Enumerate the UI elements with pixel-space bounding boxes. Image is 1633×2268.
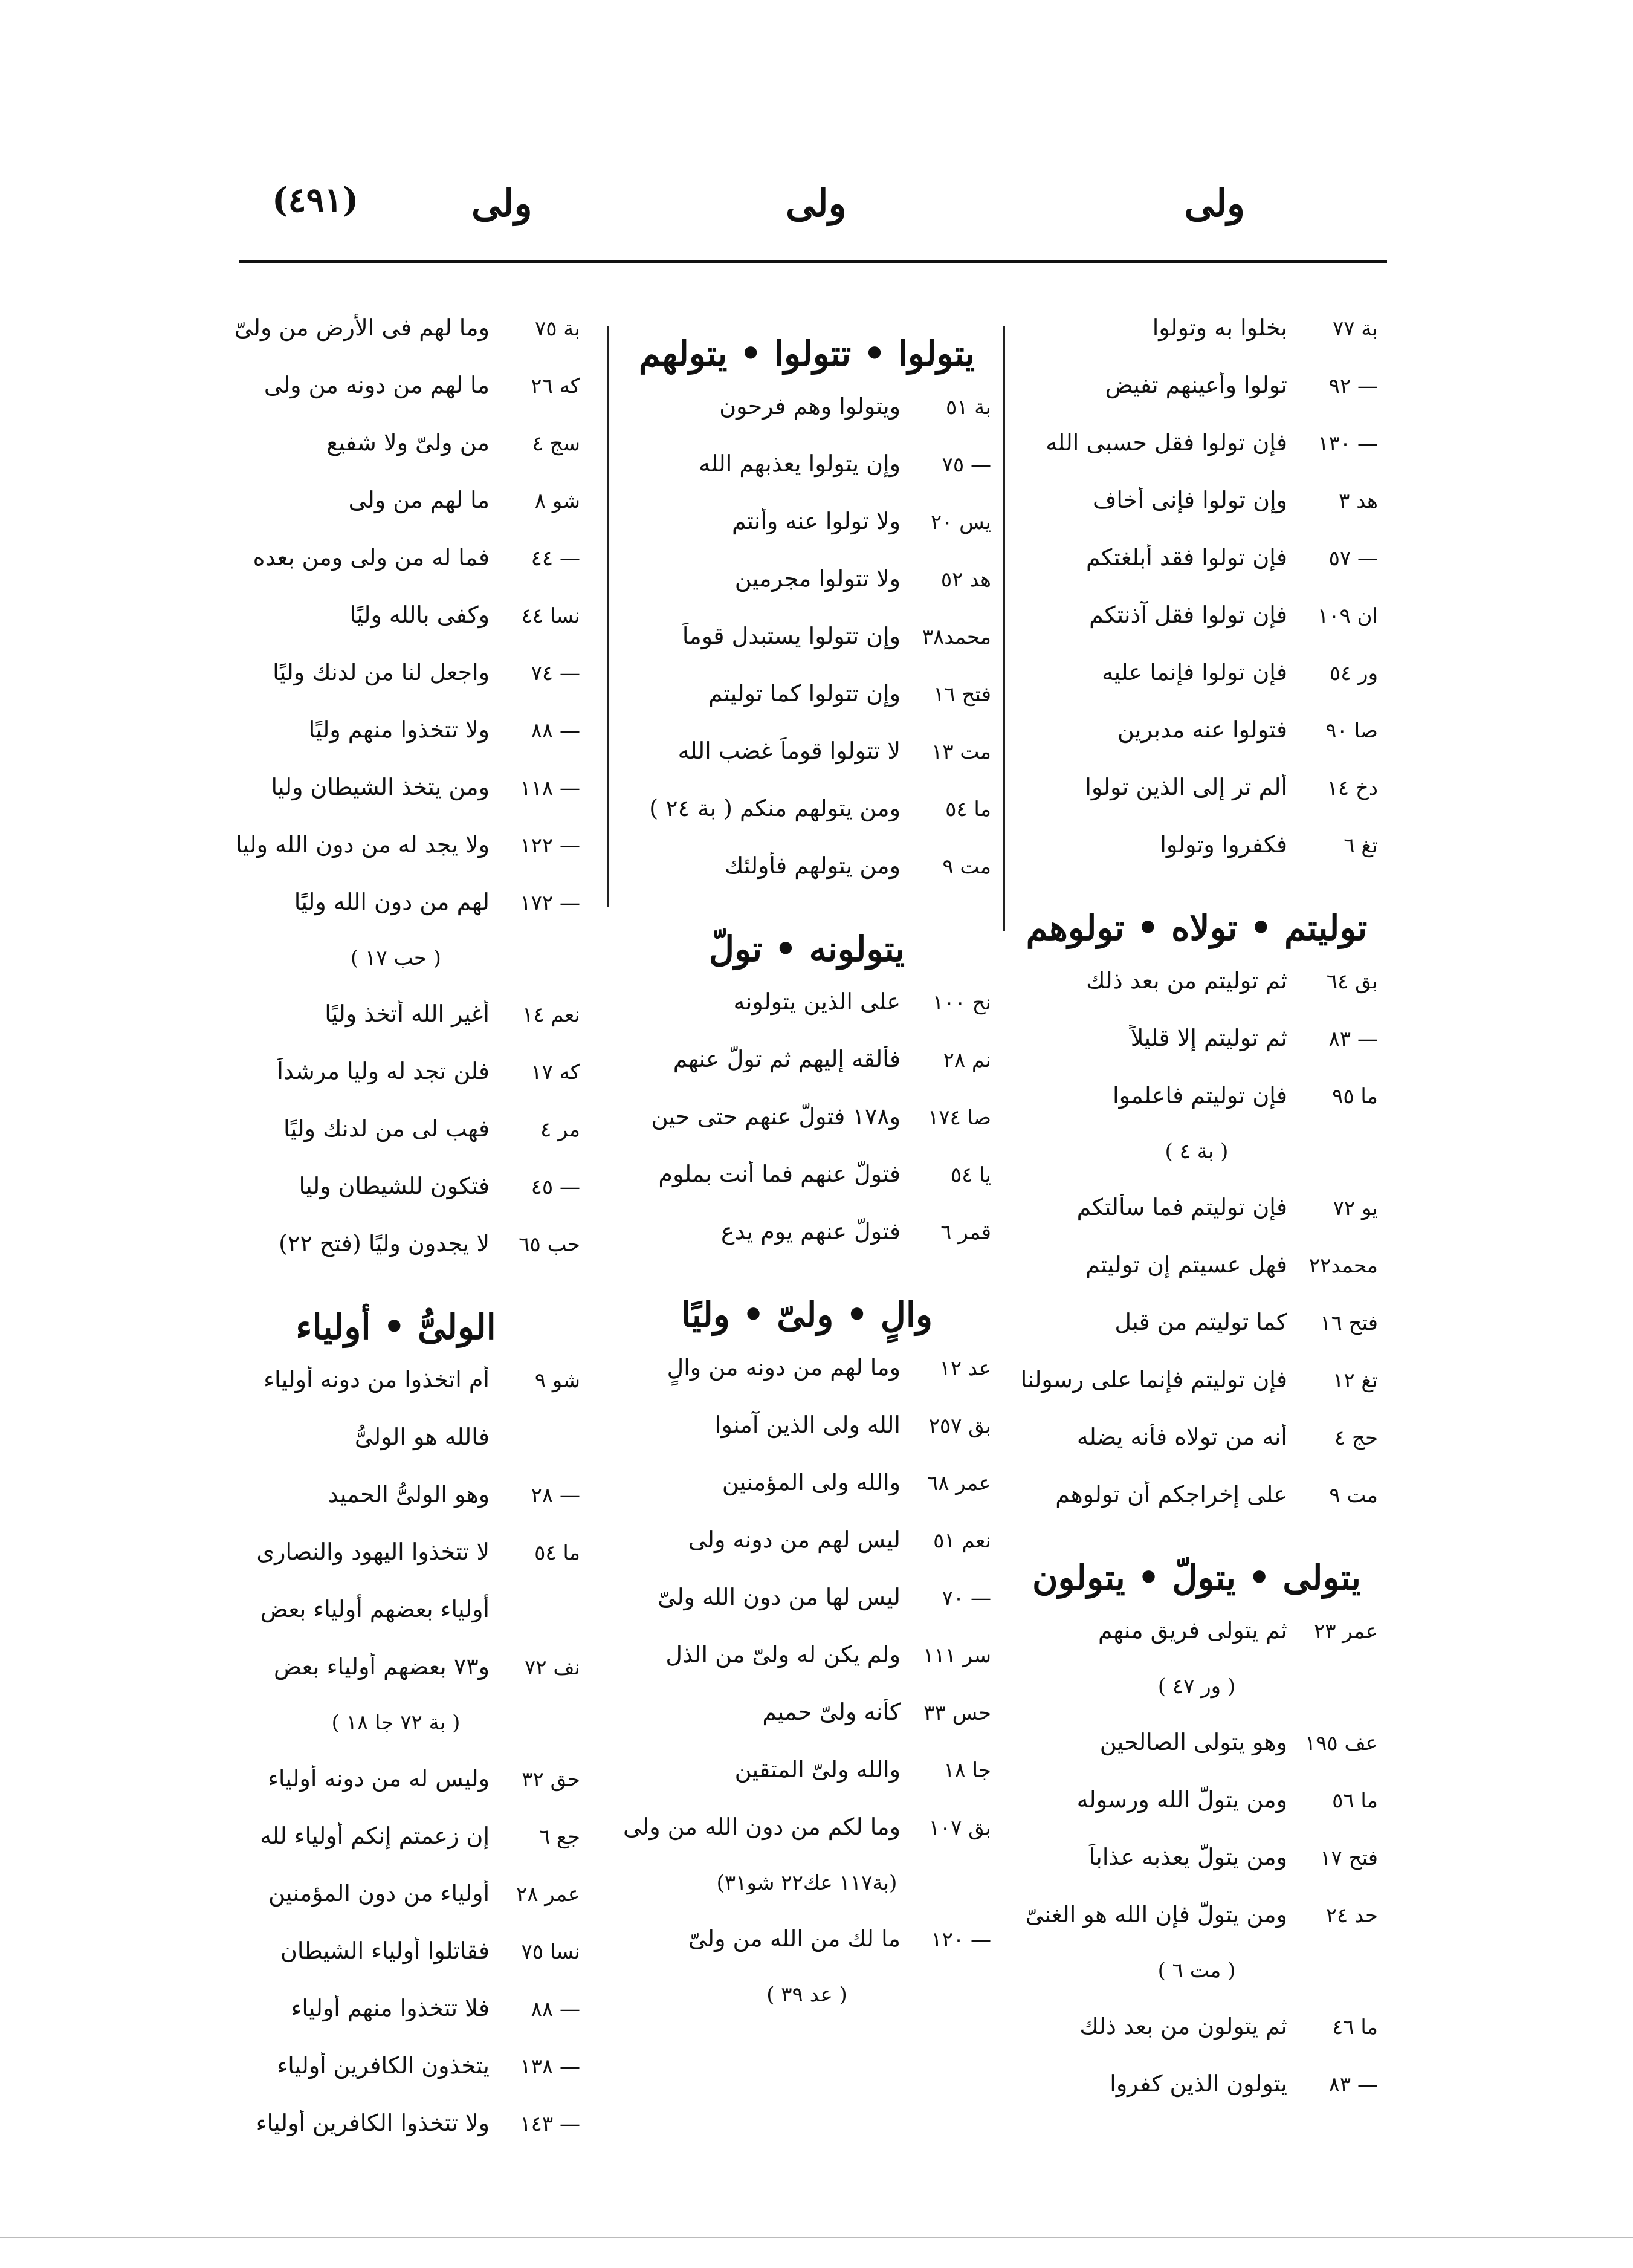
index-entry — [1015, 1025, 1378, 1082]
index-entry — [622, 393, 991, 450]
index-entry — [212, 1880, 580, 1937]
column-left — [212, 314, 580, 2167]
entry-text: والله ولى المؤمنين — [722, 1469, 901, 1495]
entry-reference: ان ١٠٩ — [1317, 604, 1378, 628]
entry-reference: — ٢٨ — [531, 1483, 580, 1508]
section-heading: يتولى • يتولّ • يتولون — [1032, 1557, 1362, 1598]
index-entry — [212, 1000, 580, 1058]
index-entry — [1015, 831, 1378, 889]
index-entry — [1015, 1481, 1378, 1538]
index-entry — [212, 1366, 580, 1424]
entry-reference: مت ١٣ — [931, 740, 991, 764]
entry-text: فإن توليتم فإنما على رسولنا — [1020, 1366, 1287, 1393]
entry-text: ويتولوا وهم فرحون — [719, 393, 901, 420]
entry-reference: بق ١٠٧ — [928, 1816, 991, 1840]
entry-reference: — ٨٨ — [531, 719, 580, 743]
entry-reference: نف ٧٢ — [525, 1656, 580, 1680]
entry-text: فتولوا عنه مدبرين — [1117, 716, 1287, 743]
entry-text: ومن يتولّ الله ورسوله — [1076, 1786, 1287, 1813]
entry-reference: نم ٢٨ — [943, 1048, 991, 1072]
entry-reference: هد ٣ — [1339, 489, 1378, 513]
index-entry — [622, 450, 991, 508]
cross-reference-note: ( عد ٣٩ ) — [766, 1983, 847, 2007]
entry-text: فهب لى من لدنك وليًا — [283, 1115, 490, 1142]
entry-reference: مت ٩ — [942, 855, 991, 879]
entry-reference: سج ٤ — [532, 432, 580, 456]
entry-text: وليس له من دونه أولياء — [267, 1765, 490, 1792]
index-entry — [212, 831, 580, 889]
column-divider-right — [1003, 326, 1005, 931]
header-word-right: ولى — [1184, 181, 1245, 225]
entry-reference: — ٨٣ — [1328, 1027, 1378, 1051]
index-entry — [1015, 372, 1378, 429]
entry-reference: — ١٧٢ — [520, 891, 580, 915]
entry-text: ومن يتخذ الشيطان وليا — [271, 774, 490, 800]
entry-text: فكفروا وتولوا — [1160, 831, 1287, 858]
entry-text: ومن يتولهم فأولئك — [724, 852, 901, 879]
entry-reference: محمد٢٢ — [1308, 1254, 1378, 1278]
entry-reference: بة ٥١ — [945, 395, 991, 420]
entry-reference: — ١٣٠ — [1318, 432, 1378, 456]
entry-text: وهو الولىُّ الحميد — [328, 1481, 490, 1508]
entry-reference: كه ٢٦ — [531, 374, 580, 398]
entry-text: لا تتولوا قوماً غضب الله — [677, 737, 901, 764]
index-entry — [212, 1765, 580, 1822]
entry-text: ثم يتولون من بعد ذلك — [1079, 2013, 1287, 2040]
entry-text: ألم تر إلى الذين تولوا — [1085, 774, 1287, 800]
scan-edge — [0, 2237, 1633, 2238]
index-entry — [212, 774, 580, 831]
column-middle — [622, 314, 991, 2037]
entry-reference: نح ١٠٠ — [932, 991, 991, 1015]
entry-reference: مر ٤ — [540, 1118, 580, 1142]
index-entry — [212, 1058, 580, 1115]
section-heading: الولىُّ • أولياء — [296, 1306, 496, 1347]
entry-reference: مت ٩ — [1329, 1483, 1378, 1508]
entry-text: بخلوا به وتولوا — [1152, 314, 1287, 341]
entry-reference: — ٧٠ — [942, 1586, 991, 1610]
page-number: (٤٩١) — [272, 180, 359, 220]
entry-reference: بق ٦٤ — [1326, 970, 1378, 994]
section-heading: يتولونه • تولّ — [708, 928, 905, 970]
entry-text: ولا تتخذوا الكافرين أولياء — [256, 2110, 490, 2136]
entry-text: وهو يتولى الصالحين — [1099, 1729, 1287, 1755]
entry-text: ومن يتولّ يعذبه عذاباً — [1088, 1844, 1287, 1870]
entry-reference: فتح ١٧ — [1320, 1846, 1378, 1870]
entry-text: وما لهم فى الأرض من ولىّ — [234, 314, 490, 341]
entry-reference: جع ٦ — [538, 1825, 580, 1849]
index-entry — [622, 508, 991, 565]
entry-text: يتولون الذين كفروا — [1110, 2070, 1287, 2097]
entry-reference: فتح ١٦ — [1320, 1311, 1378, 1335]
index-entry — [622, 737, 991, 795]
cross-reference-note: ( بة ٧٢ جا ١٨ ) — [331, 1711, 461, 1735]
entry-reference: بق ٢٥٧ — [928, 1414, 991, 1438]
entry-reference: — ٧٥ — [942, 453, 991, 477]
entry-text: فإن تولوا فقل آذنتكم — [1089, 601, 1287, 628]
entry-text: و٧٣ بعضهم أولياء بعض — [274, 1653, 490, 1680]
entry-reference: ما ٥٦ — [1332, 1789, 1378, 1813]
entry-text: لهم من دون الله وليًا — [294, 889, 490, 915]
entry-reference: ما ٥٤ — [945, 797, 991, 821]
index-entry — [212, 429, 580, 487]
index-entry — [622, 1526, 991, 1584]
index-entry — [1015, 716, 1378, 774]
entry-text: على الذين يتولونه — [733, 988, 901, 1015]
entry-reference: ور ٥٤ — [1329, 661, 1378, 685]
index-entry — [622, 852, 991, 910]
entry-reference: — ١٤٣ — [520, 2112, 580, 2136]
entry-reference: هد ٥٢ — [940, 568, 991, 592]
index-entry — [1015, 659, 1378, 716]
entry-text: فتولّ عنهم فما أنت بملوم — [658, 1161, 901, 1187]
entry-reference: — ٧٤ — [531, 661, 580, 685]
entry-text: ما لهم من ولى — [348, 487, 490, 513]
entry-text: فإن توليتم فما سألتكم — [1076, 1194, 1287, 1220]
index-entry — [212, 1481, 580, 1538]
index-entry — [622, 1699, 991, 1756]
index-entry — [622, 1469, 991, 1526]
header-rule — [239, 260, 1387, 263]
cross-reference-note: ( ور ٤٧ ) — [1157, 1674, 1236, 1699]
entry-text: وما لهم من دونه من والٍ — [667, 1354, 901, 1381]
entry-reference: — ٤٥ — [531, 1175, 580, 1199]
entry-text: ثم توليتم إلا قليلاً — [1130, 1025, 1287, 1051]
entry-reference: — ٥٧ — [1328, 546, 1378, 571]
index-entry — [212, 2110, 580, 2167]
cross-reference-note: ( حب ١٧ ) — [351, 946, 441, 970]
index-entry — [1015, 1786, 1378, 1844]
index-entry — [1015, 1194, 1378, 1251]
entry-reference: صا ٩٠ — [1325, 719, 1378, 743]
index-entry — [1015, 314, 1378, 372]
entry-reference: حج ٤ — [1334, 1426, 1378, 1450]
index-entry — [212, 1538, 580, 1596]
page-header — [242, 175, 1390, 248]
index-entry — [622, 1218, 991, 1275]
index-entry — [622, 988, 991, 1046]
entry-text: ثم توليتم من بعد ذلك — [1086, 967, 1287, 994]
index-entry — [622, 1161, 991, 1218]
index-entry — [212, 889, 580, 946]
index-entry — [212, 601, 580, 659]
index-entry — [622, 1925, 991, 1983]
entry-reference: — ٨٨ — [531, 1997, 580, 2021]
entry-text: فإن تولوا فقد أبلغتكم — [1086, 544, 1287, 571]
entry-text: يتخذون الكافرين أولياء — [277, 2052, 490, 2079]
entry-reference: تغ ٦ — [1344, 834, 1378, 858]
entry-reference: نسا ٧٥ — [521, 1940, 580, 1964]
index-entry — [622, 1756, 991, 1813]
entry-text: ليس لها من دون الله ولىّ — [658, 1584, 901, 1610]
entry-text: ولا تتخذوا منهم وليًا — [308, 716, 490, 743]
entry-text: الله ولى الذين آمنوا — [714, 1411, 901, 1438]
index-entry — [622, 1354, 991, 1411]
entry-text: أم اتخذوا من دونه أولياء — [264, 1366, 490, 1393]
index-entry — [622, 1641, 991, 1699]
header-word-left: ولى — [471, 181, 532, 225]
index-entry — [622, 1584, 991, 1641]
entry-reference: عمر ٢٣ — [1313, 1619, 1378, 1644]
entry-text: أنه من تولاه فأنه يضله — [1076, 1424, 1287, 1450]
index-entry — [1015, 601, 1378, 659]
entry-reference: عد ١٢ — [939, 1356, 991, 1381]
entry-text: فلا تتخذوا منهم أولياء — [291, 1995, 490, 2021]
entry-text: ولم يكن له ولىّ من الذل — [665, 1641, 901, 1668]
index-entry — [212, 314, 580, 372]
entry-reference: حق ٣٢ — [522, 1767, 580, 1792]
entry-text: وما لكم من دون الله من ولى — [622, 1813, 901, 1840]
entry-reference: حب ٦٥ — [519, 1233, 580, 1257]
entry-reference: عف ١٩٥ — [1304, 1731, 1378, 1755]
entry-reference: — ١١٨ — [520, 776, 580, 800]
entry-text: و١٧٨ فتولّ عنهم حتى حين — [651, 1103, 901, 1130]
entry-text: ليس لهم من دونه ولى — [688, 1526, 901, 1553]
entry-text: ثم يتولى فريق منهم — [1098, 1617, 1287, 1644]
entry-text: أغير الله أتخذ وليًا — [325, 1000, 490, 1027]
entry-text: على إخراجكم أن تولوهم — [1055, 1481, 1287, 1508]
entry-text: فقاتلوا أولياء الشيطان — [280, 1937, 490, 1964]
cross-reference-note: ( بة ٤ ) — [1165, 1139, 1229, 1164]
index-entry — [1015, 967, 1378, 1025]
index-entry — [212, 544, 580, 601]
header-word-center: ولى — [786, 181, 847, 225]
index-entry — [1015, 487, 1378, 544]
entry-text: واجعل لنا من لدنك وليًا — [273, 659, 490, 685]
index-entry — [1015, 1901, 1378, 1959]
index-entry — [622, 1046, 991, 1103]
entry-reference: كه ١٧ — [531, 1060, 580, 1084]
entry-reference: صا ١٧٤ — [928, 1106, 991, 1130]
entry-text: فما له من ولى ومن بعده — [253, 544, 490, 571]
entry-reference: ما ٥٤ — [534, 1541, 580, 1565]
entry-text: فإن توليتم فاعلموا — [1113, 1082, 1287, 1109]
entry-reference: نسا ٤٤ — [521, 604, 580, 628]
entry-text: تولوا وأعينهم تفيض — [1105, 372, 1287, 398]
entry-reference: سر ١١١ — [923, 1644, 991, 1668]
entry-reference: بة ٧٧ — [1332, 317, 1378, 341]
entry-text: فألقه إليهم ثم تولّ عنهم — [673, 1046, 901, 1072]
entry-text: وإن تتولوا كما توليتم — [708, 680, 901, 707]
section-heading: والٍ • ولىّ • وليًا — [681, 1294, 933, 1335]
entry-reference: فتح ١٦ — [933, 682, 991, 707]
index-entry — [212, 1230, 580, 1288]
section-heading: توليتم • تولاه • تولوهم — [1026, 907, 1368, 948]
index-entry — [1015, 1729, 1378, 1786]
cross-reference-note: (بة١١٧ عك٢٢ شو٣١) — [716, 1871, 897, 1895]
entry-text: وإن تتولوا يستبدل قوماً — [682, 623, 901, 649]
entry-continuation: فالله هو الولىُّ — [354, 1424, 490, 1450]
entry-text: فلن تجد له وليا مرشداً — [277, 1058, 490, 1084]
entry-text: إن زعمتم إنكم أولياء لله — [260, 1822, 490, 1849]
entry-reference: يا ٥٤ — [950, 1163, 991, 1187]
entry-text: فتكون للشيطان وليا — [299, 1173, 490, 1199]
entry-reference: محمد٣٨ — [922, 625, 991, 649]
entry-reference: يو ٧٢ — [1333, 1196, 1378, 1220]
entry-reference: جا ١٨ — [943, 1758, 991, 1783]
index-entry — [1015, 1309, 1378, 1366]
entry-reference: شو ٩ — [534, 1369, 580, 1393]
index-entry — [622, 1411, 991, 1469]
entry-reference: — ١٢٠ — [931, 1928, 991, 1952]
index-entry — [212, 1653, 580, 1711]
index-entry — [212, 716, 580, 774]
entry-reference: تغ ١٢ — [1333, 1369, 1378, 1393]
index-entry — [212, 372, 580, 429]
index-entry — [622, 1813, 991, 1871]
entry-text: فإن تولوا فقل حسبى الله — [1046, 429, 1287, 456]
entry-reference: دخ ١٤ — [1327, 776, 1378, 800]
entry-reference: — ٩٢ — [1328, 374, 1378, 398]
entry-text: لا يجدون وليًا (فتح ٢٢) — [279, 1230, 490, 1257]
entry-reference: — ١٢٢ — [520, 834, 580, 858]
entry-text: ومن يتولّ فإن الله هو الغنىّ — [1025, 1901, 1287, 1928]
entry-text: وكفى بالله وليًا — [349, 601, 490, 628]
index-entry — [212, 1937, 580, 1995]
entry-reference: — ٤٤ — [531, 546, 580, 571]
entry-reference: بة ٧٥ — [534, 317, 580, 341]
index-entry — [1015, 2013, 1378, 2070]
index-entry — [212, 487, 580, 544]
index-entry — [1015, 1366, 1378, 1424]
index-entry — [212, 1173, 580, 1230]
index-entry — [1015, 429, 1378, 487]
index-entry — [622, 623, 991, 680]
entry-text: فتولّ عنهم يوم يدع — [721, 1218, 901, 1245]
entry-text: فإن تولوا فإنما عليه — [1102, 659, 1287, 685]
index-entry — [622, 795, 991, 852]
entry-reference: حس ٣٣ — [923, 1701, 991, 1725]
index-entry — [212, 1115, 580, 1173]
entry-reference: عمر ٦٨ — [926, 1471, 991, 1495]
entry-text: لا تتخذوا اليهود والنصارى — [256, 1538, 490, 1565]
entry-continuation: أولياء بعضهم أولياء بعض — [260, 1596, 490, 1622]
index-entry — [622, 680, 991, 737]
column-divider-left — [607, 326, 609, 907]
column-right — [1015, 314, 1378, 2128]
entry-text: أولياء من دون المؤمنين — [268, 1880, 490, 1907]
index-entry — [1015, 1082, 1378, 1139]
entry-text: ما لك من الله من ولىّ — [688, 1925, 901, 1952]
entry-reference: عمر ٢٨ — [516, 1882, 580, 1907]
entry-text: كما توليتم من قبل — [1114, 1309, 1287, 1335]
entry-text: من ولىّ ولا شفيع — [326, 429, 490, 456]
entry-text: وإن تولوا فإنى أخاف — [1092, 487, 1287, 513]
entry-text: ومن يتولهم منكم ( بة ٢٤ ) — [649, 795, 901, 821]
index-entry — [622, 1103, 991, 1161]
entry-reference: قمر ٦ — [940, 1220, 991, 1245]
index-entry — [1015, 774, 1378, 831]
entry-text: والله ولىّ المتقين — [734, 1756, 901, 1783]
entry-reference: ما ٤٦ — [1332, 2015, 1378, 2040]
entry-reference: حد ٢٤ — [1325, 1904, 1378, 1928]
entry-reference: شو ٨ — [534, 489, 580, 513]
index-entry — [212, 1995, 580, 2052]
index-entry — [1015, 1424, 1378, 1481]
index-entry — [1015, 2070, 1378, 2128]
entry-reference: يس ٢٠ — [930, 510, 991, 534]
entry-text: ما لهم من دونه من ولى — [264, 372, 490, 398]
entry-reference: نعم ١٤ — [522, 1003, 580, 1027]
entry-text: ولا تولوا عنه وأنتم — [732, 508, 901, 534]
cross-reference-note: ( مت ٦ ) — [1157, 1959, 1236, 1983]
entry-reference: نعم ٥١ — [933, 1529, 991, 1553]
index-entry — [622, 565, 991, 623]
index-entry — [1015, 544, 1378, 601]
section-heading: يتولوا • تتولوا • يتولهم — [638, 333, 975, 374]
entry-reference: ما ٩٥ — [1332, 1084, 1378, 1109]
entry-reference: — ١٣٨ — [520, 2055, 580, 2079]
entry-text: ولا تتولوا مجرمين — [734, 565, 901, 592]
index-entry — [1015, 1844, 1378, 1901]
index-entry — [212, 2052, 580, 2110]
entry-text: فهل عسيتم إن توليتم — [1085, 1251, 1287, 1278]
entry-text: كأنه ولىّ حميم — [762, 1699, 901, 1725]
index-entry — [212, 1822, 580, 1880]
entry-text: ولا يجد له من دون الله وليا — [235, 831, 490, 858]
index-entry — [1015, 1617, 1378, 1674]
entry-text: وإن يتولوا يعذبهم الله — [699, 450, 901, 477]
index-entry — [212, 659, 580, 716]
index-entry — [1015, 1251, 1378, 1309]
entry-reference: — ٨٣ — [1328, 2073, 1378, 2097]
